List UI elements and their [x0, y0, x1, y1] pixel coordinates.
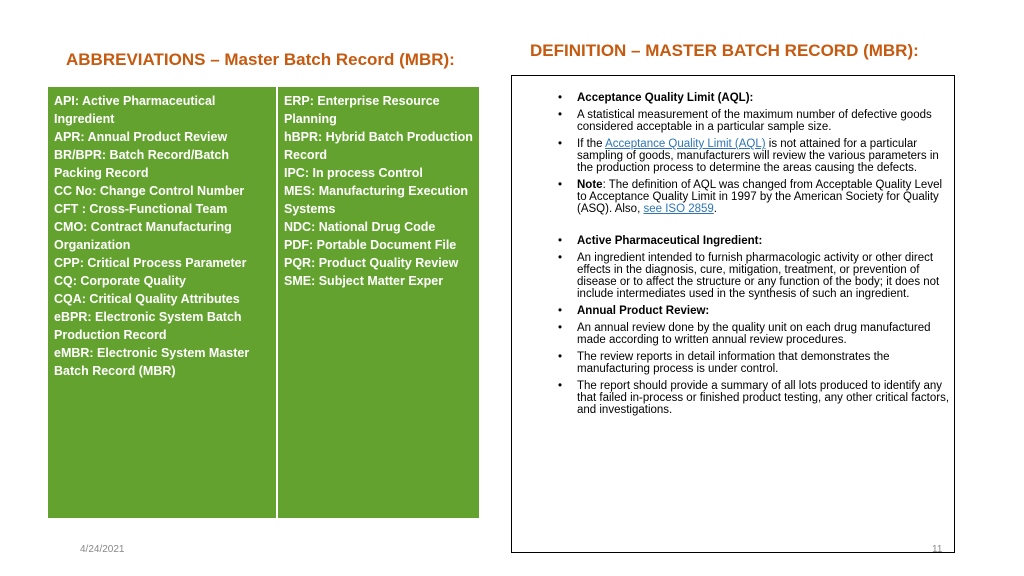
aql-if-text-end: is not attained for a particular sampling of goods, manufacturers will review the various parameters in the production process to determine the areas causing the defects. — [577, 138, 939, 174]
abbreviation-item: MES: Manufacturing Execution Systems — [284, 184, 469, 216]
apr-heading: Annual Product Review: — [577, 305, 710, 317]
list-item — [558, 351, 950, 375]
definition-list — [558, 92, 950, 421]
list-item — [558, 179, 950, 215]
bullet-icon: • — [558, 109, 563, 121]
bullet-icon: • — [558, 179, 563, 191]
abbreviation-item: eMBR: Electronic System Master Batch Record (MBR) — [54, 346, 250, 378]
abbreviation-item: API: Active Pharmaceutical Ingredient — [54, 94, 216, 126]
footer-date: 4/24/2021 — [80, 544, 125, 555]
abbreviation-item: SME: Subject Matter Exper — [284, 274, 444, 288]
api-definition: An ingredient intended to furnish pharmacologic activity or other direct effects in the diagnosis, cure, mitigation, treatment, or prevention of disease or to affect the structure or any function of the body; it does not include intermediates used in the synthesis of such an ingredient. — [577, 252, 940, 300]
abbreviation-item: ERP: Enterprise Resource Planning — [284, 94, 440, 126]
abbreviation-item: PDF: Portable Document File — [284, 238, 457, 252]
abbreviation-item: CPP: Critical Process Parameter — [54, 256, 247, 270]
apr-definition-2: The review reports in detail information that demonstrates the manufacturing process is under control. — [577, 351, 890, 375]
apr-definition-1: An annual review done by the quality unit on each drug manufactured made according to written annual review procedures. — [577, 322, 931, 346]
note-label: Note — [577, 179, 603, 191]
abbreviation-item: CQA: Critical Quality Attributes — [54, 292, 240, 306]
abbreviation-item: PQR: Product Quality Review — [284, 256, 459, 270]
abbreviations-right-column — [278, 87, 479, 518]
abbreviation-item: CFT : Cross-Functional Team — [54, 202, 228, 216]
definition-box — [511, 75, 955, 553]
list-item — [558, 305, 950, 317]
list-item — [558, 138, 950, 174]
abbreviation-item: CMO: Contract Manufacturing Organization — [54, 220, 232, 252]
abbreviation-item: CQ: Corporate Quality — [54, 274, 186, 288]
bullet-icon: • — [558, 235, 563, 247]
aql-if-text: If the — [577, 138, 606, 150]
bullet-icon: • — [558, 138, 563, 150]
abbreviation-item: hBPR: Hybrid Batch Production Record — [284, 130, 473, 162]
definition-title: DEFINITION – MASTER BATCH RECORD (MBR): — [530, 41, 919, 60]
abbreviation-item: IPC: In process Control — [284, 166, 423, 180]
bullet-icon: • — [558, 92, 563, 104]
abbreviation-item: NDC: National Drug Code — [284, 220, 436, 234]
bullet-icon: • — [558, 252, 563, 264]
api-heading: Active Pharmaceutical Ingredient: — [577, 235, 763, 247]
abbreviations-table — [47, 86, 480, 519]
note-end: . — [713, 203, 717, 215]
abbreviation-item: APR: Annual Product Review — [54, 130, 228, 144]
list-item — [558, 235, 950, 247]
abbreviations-left-column — [48, 87, 278, 518]
bullet-icon: • — [558, 351, 563, 363]
aql-heading: Acceptance Quality Limit (AQL): — [577, 92, 754, 104]
list-item — [558, 92, 950, 104]
abbreviation-item: eBPR: Electronic System Batch Production Record — [54, 310, 242, 342]
iso-2859-link[interactable]: see ISO 2859 — [643, 203, 714, 215]
aql-definition: A statistical measurement of the maximum number of defective goods considered acceptable in a particular sample size. — [577, 109, 932, 133]
abbreviation-item: BR/BPR: Batch Record/Batch Packing Record — [54, 148, 230, 180]
list-item — [558, 322, 950, 346]
list-item — [558, 252, 950, 300]
apr-definition-3: The report should provide a summary of all lots produced to identify any that failed in-process or finished product testing, any other critical factors, and investigations. — [577, 380, 950, 416]
bullet-icon: • — [558, 322, 563, 334]
page-number: 11 — [932, 544, 943, 555]
bullet-icon: • — [558, 305, 563, 317]
abbreviations-title: ABBREVIATIONS – Master Batch Record (MBR): — [66, 50, 455, 69]
list-item — [558, 380, 950, 416]
abbreviation-item: CC No: Change Control Number — [54, 184, 245, 198]
note-text: : The definition of AQL was changed from Acceptable Quality Level to Acceptance Quality Limit in 1997 by the American Society for Quality (ASQ). Also, — [577, 179, 943, 215]
aql-link[interactable]: Acceptance Quality Limit (AQL) — [605, 138, 766, 150]
list-item — [558, 109, 950, 133]
bullet-icon: • — [558, 380, 563, 392]
